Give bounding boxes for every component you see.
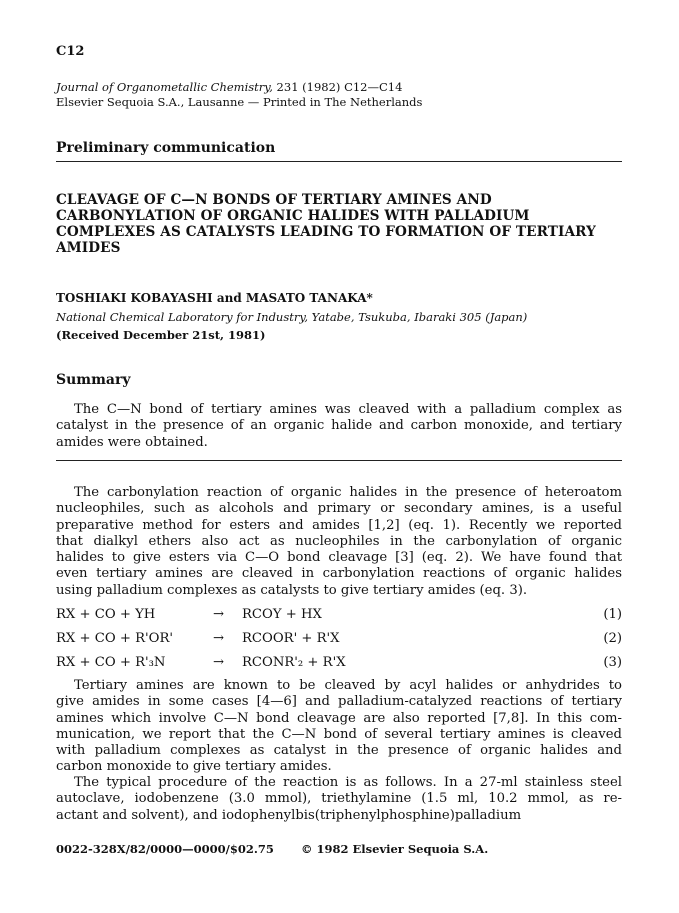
summary-heading: Summary bbox=[56, 372, 131, 388]
body-paragraph-1 bbox=[56, 485, 622, 599]
journal-volume: 231 (1982) C12—C14 bbox=[272, 80, 403, 94]
affiliation: National Chemical Laboratory for Industry, Yatabe, Tsukuba, Ibaraki 305 (Japan) bbox=[56, 310, 528, 324]
footer-copyright: © 1982 Elsevier Sequoia S.A. bbox=[301, 842, 489, 856]
reaction-arrow-icon: → bbox=[213, 655, 225, 670]
summary-line: catalyst in the presence of an organic halide and carbon monoxide, and tertiary bbox=[56, 418, 622, 434]
section-rule bbox=[56, 161, 622, 162]
authors: TOSHIAKI KOBAYASHI and MASATO TANAKA* bbox=[56, 291, 373, 305]
reaction-arrow-icon: → bbox=[213, 631, 225, 646]
equation-number: (1) bbox=[603, 607, 622, 622]
body-line: actant and solvent), and iodophenylbis(triphenylphosphine)palladium bbox=[56, 807, 522, 823]
title-line: COMPLEXES AS CATALYSTS LEADING TO FORMATION OF TERTIARY bbox=[56, 224, 596, 240]
footer bbox=[56, 842, 489, 856]
body-paragraph-2 bbox=[56, 678, 622, 776]
equation-rhs: RCOOR' + R'X bbox=[242, 631, 340, 646]
body-line: munication, we report that the C—N bond of several tertiary amines is cleaved bbox=[56, 726, 622, 742]
body-line: amines which involve C—N bond cleavage are also reported [7,8]. In this com- bbox=[56, 710, 622, 726]
equation-lhs: RX + CO + R'₃N bbox=[56, 655, 166, 670]
body-line: halides to give esters via C—O bond cleavage [3] (eq. 2). We have found that bbox=[56, 550, 622, 566]
journal-line-1 bbox=[56, 80, 422, 95]
article-title bbox=[56, 192, 622, 256]
equation-lhs: RX + CO + YH bbox=[56, 607, 156, 622]
received-date: (Received December 21st, 1981) bbox=[56, 328, 266, 342]
body-line: Tertiary amines are known to be cleaved by acyl halides or anhydrides to bbox=[74, 678, 622, 693]
footer-code: 0022-328X/82/0000—0000/$02.75 bbox=[56, 842, 274, 856]
equation-lhs: RX + CO + R'OR' bbox=[56, 631, 174, 646]
body-line: using palladium complexes as catalysts to give tertiary amides (eq. 3). bbox=[56, 582, 528, 598]
summary-rule bbox=[56, 460, 622, 461]
body-line: even tertiary amines are cleaved in carbonylation reactions of organic halides bbox=[56, 566, 622, 582]
summary-line: amides were obtained. bbox=[56, 434, 208, 450]
journal-name: Journal of Organometallic Chemistry, bbox=[56, 80, 273, 94]
equation-rhs: RCONR'₂ + R'X bbox=[242, 655, 346, 670]
body-line: with palladium complexes as catalyst in the presence of organic halides and bbox=[56, 743, 622, 759]
summary-text bbox=[56, 402, 622, 451]
equation-rhs: RCOY + HX bbox=[242, 607, 322, 622]
reaction-arrow-icon: → bbox=[213, 607, 225, 622]
equation-number: (3) bbox=[603, 655, 622, 670]
body-line: give amides in some cases [4—6] and palladium-catalyzed reactions of tertiary bbox=[56, 694, 622, 710]
body-line: autoclave, iodobenzene (3.0 mmol), triethylamine (1.5 ml, 10.2 mmol, as re- bbox=[56, 791, 622, 807]
journal-line-2: Elsevier Sequoia S.A., Lausanne — Printed in The Netherlands bbox=[56, 95, 423, 109]
equation-number: (2) bbox=[603, 631, 622, 646]
body-paragraph-3 bbox=[56, 775, 622, 824]
section-label: Preliminary communication bbox=[56, 140, 276, 156]
title-line: CLEAVAGE OF C—N BONDS OF TERTIARY AMINES AND bbox=[56, 192, 492, 208]
body-line: preparative method for esters and amides [1,2] (eq. 1). Recently we reported bbox=[56, 517, 622, 533]
journal-citation bbox=[56, 80, 422, 110]
page-number: C12 bbox=[56, 44, 85, 59]
title-line: AMIDES bbox=[56, 240, 121, 256]
summary-line: The C—N bond of tertiary amines was cleaved with a palladium complex as bbox=[74, 402, 622, 417]
body-line: that dialkyl ethers also act as nucleophiles in the carbonylation of organic bbox=[56, 533, 622, 549]
body-line: carbon monoxide to give tertiary amides. bbox=[56, 759, 332, 775]
body-line: The carbonylation reaction of organic halides in the presence of heteroatom bbox=[74, 485, 622, 500]
body-line: The typical procedure of the reaction is as follows. In a 27-ml stainless steel bbox=[74, 775, 622, 790]
title-line: CARBONYLATION OF ORGANIC HALIDES WITH PALLADIUM bbox=[56, 208, 530, 224]
body-line: nucleophiles, such as alcohols and primary or secondary amines, is a useful bbox=[56, 501, 622, 517]
